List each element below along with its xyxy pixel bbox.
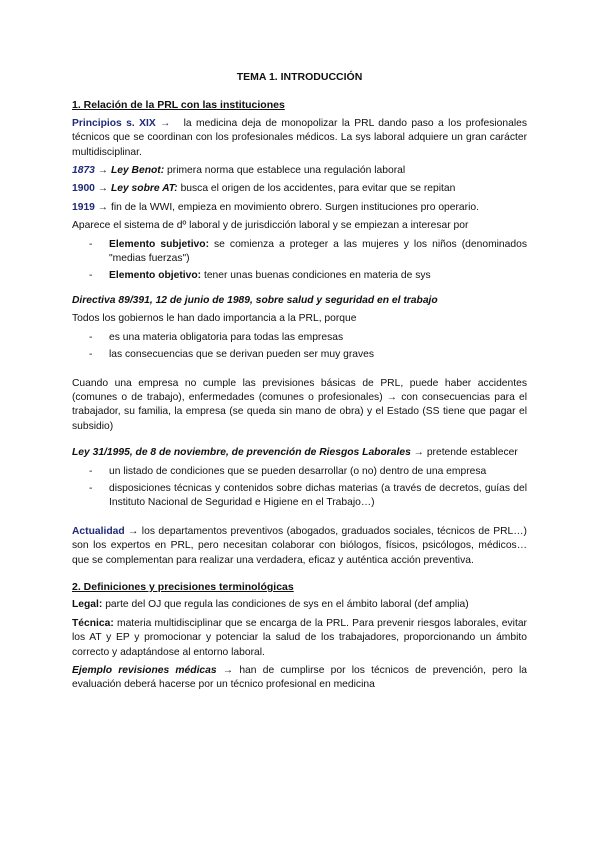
actualidad-text: → los departamentos preventivos (abogados, graduados sociales, técnicos de PRL…) son los expertos en PRL, pero necesitan colaborar con biólogos, físicos, psicólogos, médicos… que se complementan para realizar una verdadera, eficaz y auténtica acción preventiva. xyxy=(72,525,527,566)
list-item: - un listado de condiciones que se pueden desarrollar (o no) dentro de una empresa xyxy=(72,465,527,479)
ley-1873-arrow: → xyxy=(94,165,111,177)
ley-1919-arrow: → xyxy=(94,201,111,213)
ejemplo-paragraph xyxy=(72,664,527,693)
tecnica-paragraph xyxy=(72,617,527,660)
legal-label: Legal: xyxy=(72,599,103,611)
principios-paragraph xyxy=(72,117,527,160)
principios-text: la medicina deja de monopolizar la PRL dando paso a los profesionales técnicos que se coordinan con los profesionales médicos. La sys laboral adquiere un gran carácter multidisciplinar. xyxy=(72,117,527,158)
legal-paragraph xyxy=(72,598,527,612)
tecnica-label: Técnica: xyxy=(72,617,114,629)
elemento-subjetivo-text: se comienza a proteger a las mujeres y los niños (denominados "medias fuerzas") xyxy=(109,238,527,265)
list-item: - disposiciones técnicas y contenidos sobre dichas materias (a través de decretos, guías del Instituto Nacional de Seguridad e Higiene en el Trabajo…) xyxy=(72,482,527,511)
ley-1873-line xyxy=(72,164,527,178)
document-content xyxy=(72,70,527,697)
section1-heading: 1. Relación de la PRL con las instituciones xyxy=(72,99,285,112)
ley-1873-law: Ley Benot: xyxy=(110,165,165,177)
ley-1900-line xyxy=(72,182,527,196)
list-item: - las consecuencias que se derivan pueden ser muy graves xyxy=(72,348,527,362)
ley-1900-text: busca el origen de los accidentes, para evitar que se repitan xyxy=(177,183,456,195)
section2-heading: 2. Definiciones y precisiones terminológicas xyxy=(72,580,294,593)
ley31-paragraph xyxy=(72,446,527,460)
page-title: TEMA 1. INTRODUCCIÓN xyxy=(236,71,363,83)
legal-text: parte del OJ que regula las condiciones de sys en el ámbito laboral (def amplia) xyxy=(102,599,469,611)
ley-1919-year: 1919 xyxy=(72,201,95,213)
directiva-heading: Directiva 89/391, 12 de junio de 1989, sobre salud y seguridad en el trabajo xyxy=(72,294,438,306)
directiva-intro: Todos los gobiernos le han dado importancia a la PRL, porque xyxy=(72,313,357,325)
ejemplo-text: → han de cumplirse por los técnicos de prevención, pero la evaluación deberá hacerse por un técnico profesional en medicina xyxy=(72,665,527,691)
ley-1900-year: 1900 xyxy=(72,183,95,195)
elemento-objetivo-text: tener unas buenas condiciones en materia de sys xyxy=(201,270,431,282)
directiva-paragraph: Cuando una empresa no cumple las previsiones básicas de PRL, puede haber accidentes (comunes o de trabajo), enfermedades (comunes o profesionales) → con consecuencias para el trabajador, su familia, la empresa (se queda sin mano de obra) y el Estado (SS tiene que pagar el subsidio) xyxy=(72,377,527,432)
actualidad-label: Actualidad xyxy=(72,525,125,537)
ejemplo-label: Ejemplo revisiones médicas xyxy=(72,665,217,676)
tecnica-text: materia multidisciplinar que se encarga de la PRL. Para prevenir riesgos laborales, evitar los AT y EP y promocionar y potenciar la salud de los trabajadores, proporcionando un ámbito correcto y adaptándose al entorno laboral. xyxy=(72,617,527,658)
ley-1873-year: 1873 xyxy=(72,165,95,177)
principios-label: Principios s. XIX → xyxy=(72,117,171,129)
ley-1900-arrow: → xyxy=(94,183,111,195)
list-item xyxy=(72,269,527,283)
ley31-heading: Ley 31/1995, de 8 de noviembre, de prevención de Riesgos Laborales xyxy=(72,447,411,459)
list-item: - es una materia obligatoria para todas las empresas xyxy=(72,331,527,345)
elemento-subjetivo-label: Elemento subjetivo: xyxy=(109,238,209,250)
elementos-list xyxy=(72,238,527,284)
list-item xyxy=(72,238,527,267)
ley-1919-text: fin de la WWI, empieza en movimiento obrero. Surgen instituciones pro operario. xyxy=(110,201,479,213)
elemento-objetivo-label: Elemento objetivo: xyxy=(109,270,202,282)
ley31-text: → pretende establecer xyxy=(410,447,518,459)
actualidad-paragraph xyxy=(72,525,527,568)
ley-1873-text: primera norma que establece una regulación laboral xyxy=(164,165,406,177)
aparece-paragraph: Aparece el sistema de dº laboral y de jurisdicción laboral y se empiezan a interesar por xyxy=(72,220,469,232)
ley31-list xyxy=(72,465,527,511)
ley-1900-law: Ley sobre AT: xyxy=(110,183,178,195)
directiva-list xyxy=(72,331,527,363)
ley-1919-line xyxy=(72,201,527,215)
